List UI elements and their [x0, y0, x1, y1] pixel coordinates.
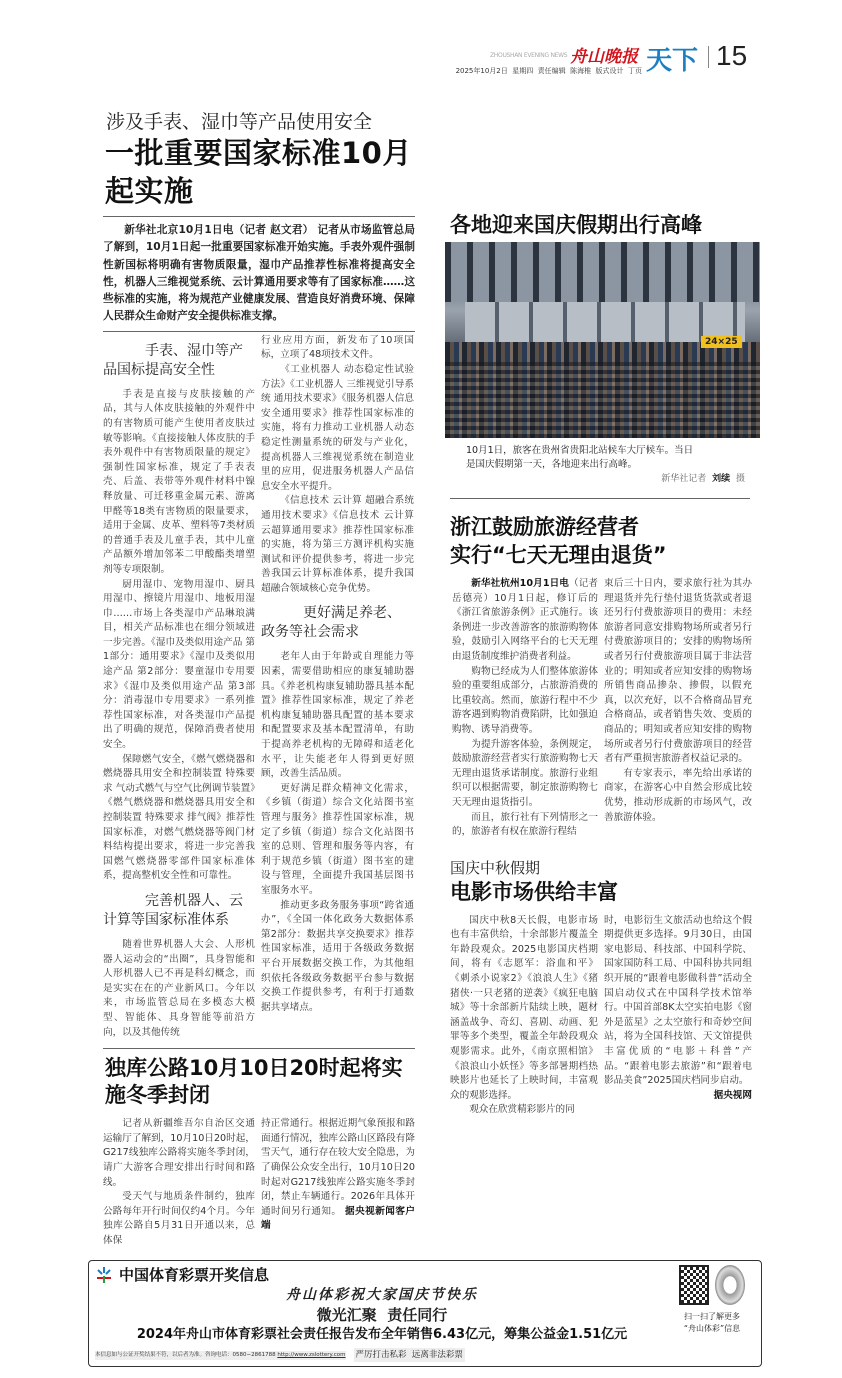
tourism-paragraph: 有专家表示，率先给出承诺的商家，在游客心中自然会形成比较优势，推动形成新的市场风气，改善旅游体验。 — [604, 767, 752, 823]
ad-disclaimer — [95, 1351, 346, 1360]
right-column — [445, 110, 760, 1118]
tourism-dateline: 新华社杭州10月1日电 — [471, 578, 570, 589]
ad-warning: 严厉打击私彩 远离非法彩票 — [355, 1350, 463, 1361]
tourism-paragraph: 为提升游客体验，条例规定，鼓励旅游经营者实行旅游购物七天无理由退货承诺制度。旅游行业组织可以根据需要，制定旅游购物七天无理由退货指引。 — [452, 738, 598, 808]
lead-paragraph: 更好满足群众精神文化需求，《乡镇（街道）综合文化站图书室管理与服务》推荐性国家标准，规定了乡镇（街道）综合文化站图书室的总则、管理和服务等内容，有利于规范乡镇（街道）图书室的建设与管理，全面提升我国基层图书室服务水平。 — [261, 782, 414, 896]
lead-paragraph: 老年人由于年龄或自理能力等因素，需要借助相应的康复辅助器具。《养老机构康复辅助器具基本配置》推荐性国家标准，规定了养老机构康复辅助器具配置的基本要求和配置要求及基本配置清单，有助于提高养老机构的无障碍和适老化水平，让失能老年人得到更好照顾，改善生活品质。 — [261, 651, 414, 780]
masthead-en-name: ZHOUSHAN EVENING NEWS — [490, 52, 568, 59]
film-paragraph: 国庆中秋8天长假，电影市场也有丰富供给，十余部影片覆盖全年龄段观众。2025电影国庆档期间，将有《志愿军：浴血和平》《刺杀小说家2》《浪浪人生》《猪猪侠·一只老猪的逆袭》《疯狂电脑城》等十余部新片陆续上映，题材涵盖战争、奇幻、喜剧、动画、犯罪等多个类型，覆盖全年龄段观众观影需求。此外，《南京照相馆》《浪浪山小妖怪》等多部暑期档热映影片也延长了上映时间，丰富观众的观影选择。 — [450, 914, 598, 1101]
mini-program-code[interactable] — [715, 1265, 745, 1305]
divider — [103, 1048, 415, 1049]
page-number: 15 — [716, 40, 748, 71]
tourism-paragraph: 购物已经成为人们整体旅游体验的重要组成部分，占旅游消费的比重较高。然而，旅游行程中不少游客遇到购物消费陷阱，比如强迫购物、诱导消费等。 — [452, 665, 598, 735]
qr-caption — [684, 1311, 740, 1335]
divider — [103, 331, 415, 332]
lead-paragraph: 随着世界机器人大会、人形机器人运动会的“出圈”，具身智能和人形机器人已不再是科幻概念，而是实实在在的产业新风口。今年以来，市场监管总局在多模态大模型、智能体、具身智能等前沿方向，以及其他传统 — [103, 938, 255, 1038]
lead-title: 一批重要国家标准10月起实施 — [105, 136, 412, 208]
station-photo — [445, 242, 760, 438]
tourism-byline: （记者 岳德亮） — [452, 578, 599, 604]
film-paragraph: 观众在欣赏精彩影片的同 — [469, 1104, 575, 1116]
lead-paragraph: 厨用湿巾、宠物用湿巾、厨具用湿巾、擦镜片用湿巾、地板用湿巾……市场上各类湿巾产品琳琅满目，相关产品标准也在细分领域进一步完善。《湿巾及类似用途产品 第1部分：通用要求》《湿巾及类似用途产品 第2部分：婴童湿巾专用要求》《湿巾及类似用途产品 第3部分：消毒湿巾专用要求》一系列推荐性国家标准，对各类湿巾产品提出了明确的规范，保障消费者使用安全。 — [103, 578, 255, 751]
divider — [103, 216, 415, 217]
lead-paragraph: 《工业机器人 动态稳定性试验方法》《工业机器人 三维视觉引导系统 通用技术要求》《服务机器人信息安全通用要求》推荐性国家标准的实施，将有力推动工业机器人动态稳定性测量系统的研发与产业化，提高机器人三维视觉系统在制造业里的应用，促进服务机器人产品信息安全水平提升。 — [261, 363, 414, 492]
road-source: 据央视新闻客户端 — [261, 1205, 415, 1232]
road-title: 独库公路10月10日20时起将实施冬季封闭 — [105, 1056, 403, 1108]
qr-code[interactable] — [679, 1265, 709, 1305]
section-heading: 完善机器人、云计算等国家标准体系 — [103, 892, 243, 928]
ad-main — [95, 1265, 669, 1362]
left-column — [103, 110, 415, 1248]
ad-slogan: 微光汇聚 责任同行 — [316, 1306, 448, 1325]
tourism-paragraph — [452, 577, 598, 665]
lead-paragraph: 《信息技术 云计算 超融合系统通用技术要求》《信息技术 云计算 云超算通用要求》推荐性国家标准的实施，将为第三方测评机构实施测试和评价提供参考，将进一步完善我国云计算标准体系，提升我国超融合领域核心竞争优势。 — [261, 495, 414, 594]
tourism-title-line-2: 实行“七天无理由退货” — [450, 543, 667, 567]
section-heading: 手表、湿巾等产品国标提高安全性 — [103, 342, 243, 378]
station-sign: 24×25 — [701, 336, 742, 348]
road-column-2 — [261, 1117, 415, 1234]
film-column-1 — [450, 914, 598, 1118]
photo-caption: 10月1日，旅客在贵州省贵阳北站候车大厅候车。当日是国庆假期第一天，各地迎来出行高峰。 — [466, 445, 694, 470]
tourism-paragraph: 束后三十日内，要求旅行社为其办理退货并先行垫付退货货款或者退还另行付费旅游项目的费用：未经旅游者同意安排购物场所或者另行付费旅游项目的；安排的购物场所或者另行付费旅游项目属于非法营业的；明知或者应知安排的购物场所销售商品掺杂、掺假，以假充真，以次充好，以不合格商品冒充合格商品，或者销售失效、变质的商品的；明知或者应知安排的购物场所或者另行付费旅游项目的经营者有严重损害旅游者权益记录的。 — [604, 578, 752, 765]
ad-headline: 2024年舟山市体育彩票社会责任报告发布全年销售6.43亿元，筹集公益金1.51亿元 — [136, 1327, 628, 1343]
lead-kicker: 涉及手表、湿巾等产品使用安全 — [106, 111, 373, 133]
photo-credit — [445, 472, 760, 486]
film-source: 据央视网 — [713, 1089, 752, 1101]
dateline: 2025年10月2日 星期四 责任编辑 陈海椎 版式设计 丁页 — [455, 67, 642, 75]
qr-caption-line-2: “舟山体彩”信息 — [683, 1324, 741, 1334]
lead-column-2 — [261, 334, 414, 1016]
photo-title: 各地迎来国庆假期出行高峰 — [450, 213, 702, 237]
lead-column-1 — [103, 334, 255, 1040]
ad-qr-area — [669, 1265, 755, 1362]
credit-prefix: 新华社记者 — [661, 474, 707, 484]
lead-paragraph: 保障燃气安全，《燃气燃烧器和燃烧器具用安全和控制装置 特殊要求 气动式燃气与空气比例调节装置》《燃气燃烧器和燃烧器具用安全和控制装置 特殊要求 排气阀》推荐性国家标准，对燃气燃烧器等阀门材料结构提出要求，将进一步完善我国燃气燃烧器零部件国家标准体系，提高整机安全性和可靠性。 — [103, 753, 255, 882]
ad-greeting: 舟山体彩祝大家国庆节快乐 — [286, 1287, 478, 1304]
divider — [450, 498, 750, 499]
section-name: 天下 — [646, 46, 699, 76]
ad-header: 中国体育彩票开奖信息 — [119, 1266, 270, 1285]
qr-caption-line-1: 扫一扫了解更多 — [683, 1312, 740, 1322]
film-title: 电影市场供给丰富 — [450, 879, 618, 904]
tourism-column-1 — [452, 577, 598, 840]
credit-suffix: 摄 — [735, 474, 745, 484]
tourism-title — [450, 513, 760, 569]
film-kicker: 国庆中秋假期 — [450, 858, 541, 877]
lead-paragraph: 行业应用方面，新发布了10项国标，立项了48项技术文件。 — [261, 334, 414, 361]
newspaper-logo: 舟山晚报 — [570, 47, 638, 67]
lottery-url-link[interactable]: http://www.zslottery.com — [277, 1351, 346, 1358]
ad-header-row — [95, 1265, 669, 1285]
tourism-title-line-1: 浙江鼓励旅游经营者 — [450, 515, 639, 539]
disclaimer-text: 本信息如与公证开奖结果不符，以后者为准。咨询电话：0580−2861788 — [95, 1351, 276, 1358]
main-content — [103, 0, 760, 1248]
tourism-text: 10月1日起，修订后的《浙江省旅游条例》正式施行。该条例进一步改善游客的旅游购物体验，鼓励引入网络平台的七天无理由退货制度维护消费者利益。 — [452, 592, 599, 662]
lottery-ad — [88, 1260, 762, 1367]
road-column-1 — [103, 1117, 255, 1248]
road-text: 持正常通行。根据近期气象预报和路面通行情况，独库公路山区路段有降雪天气，通行存在较大安全隐患，为了确保公众安全出行，10月10日20时起对G217线独库公路实施冬季封闭，禁止车辆通行。2026年具体开通时间另行通知。 — [261, 1118, 415, 1217]
section-heading: 更好满足养老、政务等社会需求 — [261, 605, 401, 641]
road-paragraph: 记者从新疆维吾尔自治区交通运输厅了解到，10月10日20时起，G217线独库公路将实施冬季封闭，请广大游客合理安排出行时间和路线。 — [103, 1118, 255, 1188]
film-column-2 — [604, 914, 752, 1104]
ad-footer-row — [95, 1348, 669, 1362]
lead-paragraph: 推动更多政务服务事项“跨省通办”，《全国一体化政务大数据体系 第2部分：数据共享交换要求》推荐性国家标准，适用于各级政务数据平台开展数据交换工作，为其他组织依托各级政务数据平台参与数据交换工作提供参考，有利于打通数据共享堵点。 — [261, 899, 414, 1013]
road-paragraph — [261, 1117, 415, 1234]
lead-paragraph: 手表是直接与皮肤接触的产品，其与人体皮肤接触的外观件中的有害物质可能产生使用者皮肤过敏等影响。《直接接触人体皮肤的手表外观件中有害物质限量的规定》强制性国家标准，规定了手表表壳、后盖、表带等外观件材料中镍释放量、可迁移重金属元素、游离甲醛等18类有害物质的限量要求，适用于金属、皮革、塑料等7类材质的普通手表及儿童手表，其中儿童产品额外增加邻苯二甲酸酯类增塑剂等专项限制。 — [103, 388, 255, 575]
film-paragraph: 时，电影衍生文旅活动也给这个假期提供更多选择。9月30日，由国家电影局、科技部、中国科学院、国家国防科工局、中国科协共同组织开展的“跟着电影做科普”活动全国启动仪式在中国科学技术馆举行。中国首部8K太空实拍电影《窗外是蓝星》之太空旅行和奇妙空间站，将为全国科技馆、天文馆提供丰富优质的“电影＋科普”产品。“跟着电影去旅游”和“跟着电影品美食”2025国庆档同步启动。 — [604, 914, 752, 1087]
lottery-logo-icon — [95, 1266, 113, 1284]
credit-name: 刘续 — [712, 474, 731, 484]
tourism-paragraph: 而且，旅行社有下列情形之一的，旅游者有权在旅游行程结 — [452, 811, 598, 838]
road-paragraph: 受天气与地质条件制约，独库公路每年开行时间仅约4个月。今年独库公路自5月31日开通以来，总体保 — [103, 1191, 255, 1246]
tourism-column-2 — [604, 577, 752, 825]
lead-text: 新华社北京10月1日电（记者 赵文君） 记者从市场监管总局了解到，10月1日起一批重要国家标准开始实施。手表外观件强制性新国标将明确有害物质限量，湿巾产品推荐性标准将提高安全性，机器人三维视觉系统、云计算通用要求等有了国家标准……这些标准的实施，将为规范产业健康发展、营造良好消费环境、保障人民群众生命财产安全提供标准支撑。 — [103, 224, 415, 323]
